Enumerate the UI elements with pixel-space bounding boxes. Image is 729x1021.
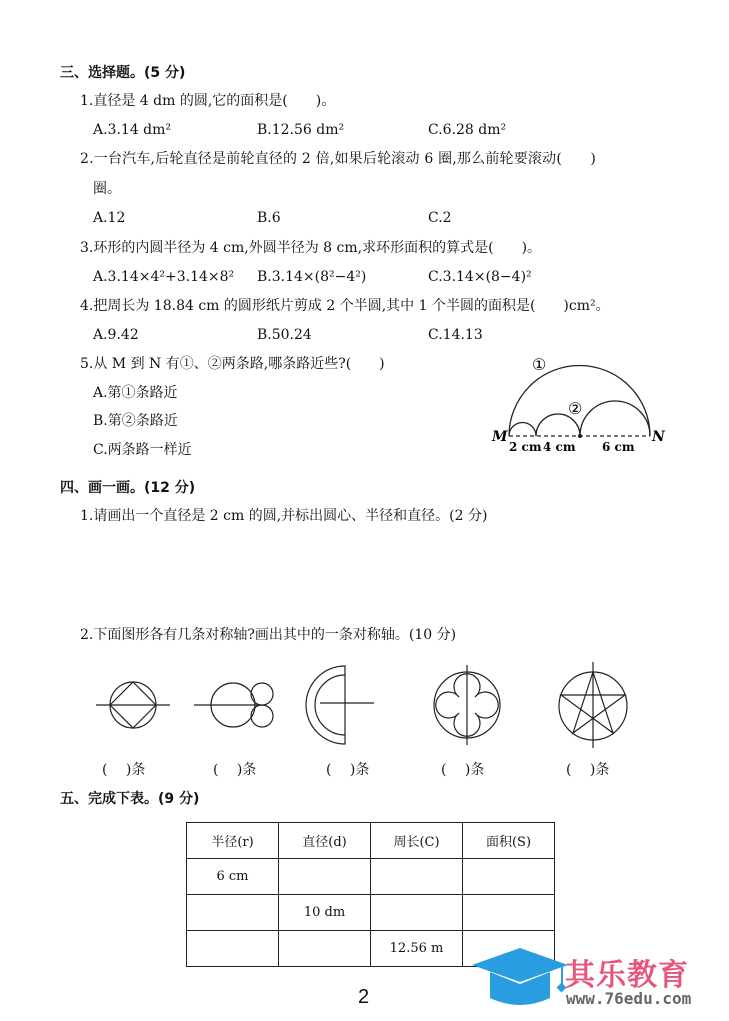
q1-option-c: C.6.28 dm² xyxy=(428,122,507,138)
header-radius: 半径(r) xyxy=(187,823,279,859)
section3-heading: 三、选择题。(5 分) xyxy=(60,65,186,81)
section4-q1-text: 1.请画出一个直径是 2 cm 的圆,并标出圆心、半径和直径。(2 分) xyxy=(80,508,488,524)
answer-blank-4: ( )条 xyxy=(441,762,485,778)
answer-blank-3: ( )条 xyxy=(326,762,370,778)
q4-text: 4.把周长为 18.84 cm 的圆形纸片剪成 2 个半圆,其中 1 个半圆的面积是( )cm²。 xyxy=(80,298,610,314)
header-diameter: 直径(d) xyxy=(279,823,371,859)
table-cell: 6 cm xyxy=(187,859,279,895)
watermark-brand: 其乐教育 xyxy=(565,958,689,993)
seg2-label: 4 cm xyxy=(543,440,576,454)
q3-option-b: B.3.14×(8²−4²) xyxy=(257,269,367,285)
answer-blank-5: ( )条 xyxy=(566,762,610,778)
q3-text: 3.环形的内圆半径为 4 cm,外圆半径为 8 cm,求环形面积的算式是( )。 xyxy=(80,240,542,256)
header-area: 面积(S) xyxy=(463,823,555,859)
q2-text: 2.一台汽车,后轮直径是前轮直径的 2 倍,如果后轮滚动 6 圈,那么前轮要滚动( ) xyxy=(80,151,597,167)
q1-text: 1.直径是 4 dm 的圆,它的面积是( )。 xyxy=(80,93,336,109)
q2-option-c: C.2 xyxy=(428,210,452,226)
q3-option-a: A.3.14×4²+3.14×8² xyxy=(93,269,235,285)
seg3-label: 6 cm xyxy=(602,440,635,454)
table-cell: 10 dm xyxy=(279,895,371,931)
q5-text: 5.从 M 到 N 有①、②两条路,哪条路近些?( ) xyxy=(80,356,385,372)
table-cell: 12.56 m xyxy=(371,931,463,967)
section5-heading: 五、完成下表。(9 分) xyxy=(60,791,200,807)
q5-option-c: C.两条路一样近 xyxy=(93,442,192,458)
q1-option-b: B.12.56 dm² xyxy=(257,122,345,138)
q2-option-a: A.12 xyxy=(93,210,126,226)
label-n: N xyxy=(652,429,665,445)
section4-heading: 四、画一画。(12 分) xyxy=(60,480,196,496)
q4-option-b: B.50.24 xyxy=(257,327,312,343)
q3-option-c: C.3.14×(8−4)² xyxy=(428,269,532,285)
q1-option-a: A.3.14 dm² xyxy=(93,122,172,138)
q4-option-a: A.9.42 xyxy=(93,327,139,343)
seg1-label: 2 cm xyxy=(509,440,542,454)
page-number: 2 xyxy=(358,986,370,1008)
header-circumference: 周长(C) xyxy=(371,823,463,859)
q2-text-cont: 圈。 xyxy=(93,181,121,197)
q5-option-a: A.第①条路近 xyxy=(93,385,178,401)
q4-option-c: C.14.13 xyxy=(428,327,483,343)
section4-q2-text: 2.下面图形各有几条对称轴?画出其中的一条对称轴。(10 分) xyxy=(80,627,457,643)
answer-blank-2: ( )条 xyxy=(213,762,257,778)
q5-option-b: B.第②条路近 xyxy=(93,413,178,429)
watermark-url: www.76edu.com xyxy=(566,989,692,1008)
route1-label: ① xyxy=(532,355,547,374)
q2-option-b: B.6 xyxy=(257,210,281,226)
answer-blank-1: ( )条 xyxy=(102,762,146,778)
route2-label: ② xyxy=(568,399,583,418)
label-m: M xyxy=(492,429,508,445)
